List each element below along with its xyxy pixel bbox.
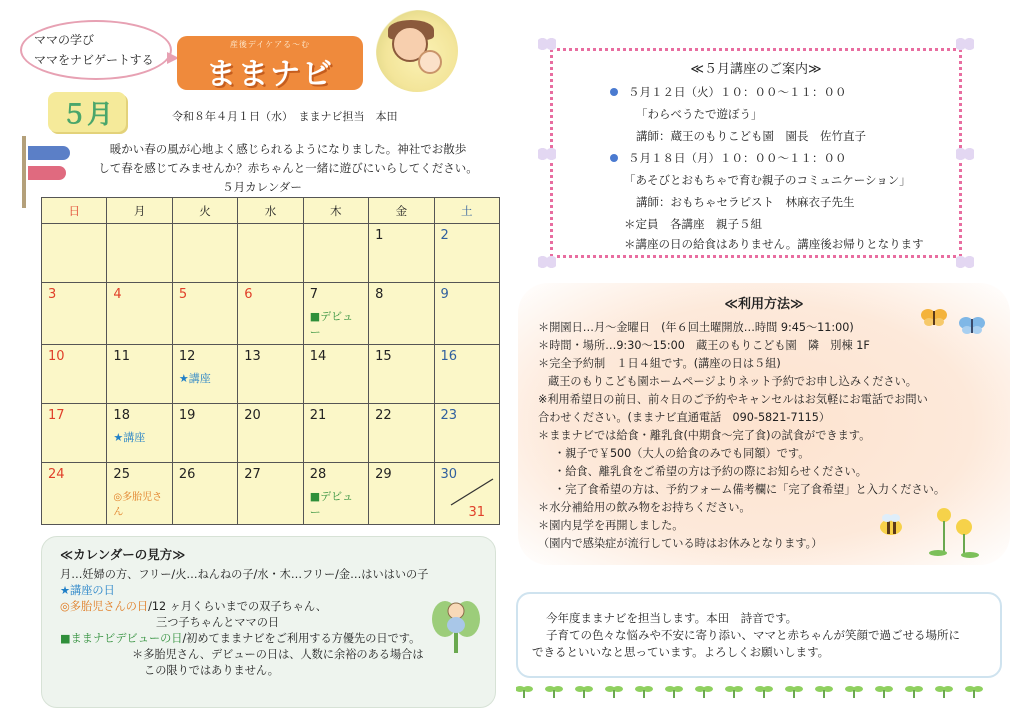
sprout-icon [545,686,563,698]
calendar-week-2 [42,283,500,345]
sprout-icon [785,686,803,698]
calendar-week-3 [42,345,500,404]
day-number: 22 [375,408,392,423]
usage-line: ※利用希望日の前日、前々日のご予約やキャンセルはお気軽にお電話でお問い [538,393,928,406]
calendar-cell [369,224,434,283]
usage-line: ＊時間・場所…9:30～15:00 蔵王のもりこども園 隣 別棟 1F [538,339,870,352]
sprout-icon [815,686,833,698]
bullet-dot-icon [610,154,618,162]
day-number: 8 [375,287,384,302]
mamanavi-logo [177,36,363,90]
baby-face [418,50,442,74]
usage-line: ＊水分補給用の飲み物をお持ちください。 [538,501,751,514]
calendar-cell [42,404,107,463]
calendar-cell [42,463,107,525]
intro-text [74,140,502,178]
bow-icon [538,38,556,50]
day-number: 15 [375,349,392,364]
usage-line: 蔵王のもりこども園ホームページよりネット予約でお申し込みください。 [548,375,917,388]
day-number: 18 [113,408,130,423]
calendar-title: ５月カレンダー [222,180,302,194]
lecture-2-teacher: 講師：おもちゃセラピスト 林麻衣子先生 [636,195,855,209]
lecture-2-date: ５月１８日（月）１０：００～１１：００ [628,151,847,165]
carp-streamer-pole-icon [22,136,26,208]
usage-title: ≪利用方法≫ [724,297,804,312]
legend-multiple-desc: /12 ヶ月くらいまでの双子ちゃん、 [148,600,327,613]
lecture-note-meal: ＊講座の日の給食はありません。講座後お帰りとなります [624,237,924,251]
day-number: 16 [440,349,458,364]
calendar-cell [172,283,237,345]
sprout-icon [665,686,683,698]
intro-line-2: して春を感じてみませんか？赤ちゃんと一緒に遊びにいらしてください。 [98,161,478,175]
calendar-cell [369,283,434,345]
day-number: 6 [244,287,253,302]
sprout-border [516,682,1002,700]
calendar-cell [303,463,368,525]
bow-icon [538,148,556,160]
baby-in-leaf-icon [431,595,481,655]
logo-title: ままナビ [206,57,334,92]
message-line-2: 子育ての色々な悩みや不安に寄り添い、ママと赤ちゃんが笑顔で過ごせる場所に [546,628,960,642]
legend-note-1: ＊多胎児さん、デビューの日は、人数に余裕のある場合は [132,648,424,661]
lecture-day-tag: ★講座 [113,431,146,444]
lecture-1-date: ５月１２日（火）１０：００～１１：００ [628,85,847,99]
calendar-cell [42,283,107,345]
weekday-mon: 月 [107,198,172,224]
calendar-cell [434,224,499,283]
calendar-cell [238,404,303,463]
lecture-1-teacher: 講師：蔵王のもりこども園 園長 佐竹直子 [636,129,866,143]
day-number: 9 [440,287,449,302]
bubble-line-2: ママをナビゲートする [34,53,154,67]
weekday-wed: 水 [238,198,303,224]
bow-icon [956,148,974,160]
day-number: 24 [48,467,65,482]
staff-message-box [516,592,1002,678]
day-number: 26 [178,467,196,482]
carp-streamer-blue-icon [28,146,70,160]
legend-debut-label: ■ままナビデビューの日 [60,632,183,645]
calendar-cell [238,463,303,525]
usage-line: ・給食、離乳食をご希望の方は予約の際にお知らせください。 [554,465,867,478]
day-number: 17 [48,408,65,423]
lecture-2-name: 「あそびとおもちゃで育む親子のコミュニケーション」 [624,173,911,187]
calendar-cell [369,404,434,463]
day-number: 5 [178,287,188,302]
day-number: 2 [440,228,449,243]
usage-line: ・親子で￥500（大人の給食のみでも同額）です。 [554,447,810,460]
weekday-sun: 日 [42,198,107,224]
usage-line: ＊園内見学を再開しました。 [538,519,684,532]
day-number: 21 [309,408,327,423]
calendar-cell [303,283,368,345]
bow-icon [956,38,974,50]
debut-day-tag: ■デビュー [309,490,354,519]
legend-multiple-label: ◎多胎児さんの日 [60,600,149,613]
carp-streamer-red-icon [28,166,66,180]
sprout-icon [635,686,653,698]
issue-date-line: 令和８年４月１日（水） ままナビ担当 本田 [172,110,398,123]
day-number: 14 [309,349,327,364]
day-number: 1 [375,228,384,243]
speech-bubble [20,20,172,80]
lecture-title: ≪５月講座のご案内≫ [690,62,822,77]
calendar-week-4 [42,404,500,463]
usage-line: ＊完全予約制 １日４組です。(講座の日は５組) [538,357,781,370]
multiple-birth-day-tag: ◎多胎児さん [113,492,163,518]
day-number: 19 [178,408,196,423]
usage-line: 合わせください。(ままナビ直通電話 090-5821-7115） [538,411,831,424]
calendar-header-row [42,198,500,224]
calendar-cell [172,345,237,404]
calendar-cell [303,404,368,463]
day-number: 12 [178,349,196,364]
sprout-icon [875,686,893,698]
calendar-week-5 [42,463,500,525]
day-number: 30 [440,467,458,482]
calendar-cell [238,345,303,404]
calendar-cell [42,224,107,283]
usage-line: ＊ままナビでは給食・離乳食(中期食～完了食)の試食ができます。 [538,429,871,442]
calendar-cell [238,224,303,283]
day-number-31: 31 [468,505,485,520]
mother-baby-moon-illustration [376,10,458,92]
sprout-icon [605,686,623,698]
calendar-cell [434,345,499,404]
legend-line-lecture: ★講座の日 [60,584,115,597]
calendar-cell [303,345,368,404]
calendar-cell [303,224,368,283]
day-number: 4 [113,287,122,302]
calendar-cell [434,404,499,463]
calendar-cell [434,463,499,525]
calendar-cell [172,404,237,463]
usage-line: ＊開園日…月～金曜日 (年６回土曜開放…時間 9:45～11:00) [538,321,854,334]
weekday-sat: 土 [434,198,499,224]
sprout-icon [575,686,593,698]
calendar-cell [107,283,172,345]
day-number: 20 [244,408,261,423]
lecture-1-name: 「わらべうたで遊ぼう」 [636,107,763,121]
calendar-cell [172,463,237,525]
calendar-cell [107,224,172,283]
bullet-dot-icon [610,88,618,96]
legend-multiple-desc-2: 三つ子ちゃんとママの日 [156,616,280,629]
day-number: 27 [244,467,261,482]
calendar-week-1 [42,224,500,283]
sprout-icon [725,686,743,698]
calendar-cell [369,345,434,404]
message-line-3: できるといいなと思っています。よろしくお願いします。 [532,645,830,659]
lecture-day-tag: ★講座 [178,372,211,385]
calendar-cell [369,463,434,525]
day-number: 13 [244,349,261,364]
calendar-cell [434,283,499,345]
bow-icon [538,256,556,268]
usage-line: ・完了食希望の方は、予約フォーム備考欄に「完了食希望」と入力ください。 [554,483,946,496]
sprout-icon [516,686,533,698]
usage-lines [538,319,998,553]
sprout-icon [695,686,713,698]
may-calendar [41,197,500,525]
sprout-icon [935,686,953,698]
weekday-fri: 金 [369,198,434,224]
legend-note-2: この限りではありません。 [144,664,279,677]
calendar-cell [107,404,172,463]
intro-line-1: 暖かい春の風が心地よく感じられるようになりました。神社でお散歩 [109,142,467,156]
month-badge: ５月 [48,92,126,132]
calendar-cell [42,345,107,404]
legend-debut-desc: /初めてままナビをご利用する方優先の日です。 [182,632,421,645]
message-line-1: 今年度ままナビを担当します。本田 詩音です。 [546,611,798,625]
date-divider-line [449,477,495,507]
sprout-icon [905,686,923,698]
sprout-icon [755,686,773,698]
lecture-info-box [538,38,974,268]
day-number: 10 [48,349,65,364]
day-number: 11 [113,349,130,364]
calendar-cell [107,463,172,525]
day-number: 29 [375,467,392,482]
lecture-note-capacity: ＊定員 各講座 親子５組 [624,217,762,231]
sprout-icon [845,686,863,698]
logo-subtitle: 産後デイケアる〜む [229,40,311,49]
day-number: 3 [48,287,57,302]
calendar-cell [238,283,303,345]
day-number: 23 [440,408,458,423]
debut-day-tag: ■デビュー [309,310,354,339]
calendar-legend-box [41,536,496,708]
calendar-cell [172,224,237,283]
weekday-thu: 木 [303,198,368,224]
day-number: 28 [309,467,327,482]
day-number: 7 [309,287,318,302]
usage-info-box [518,283,1010,565]
bubble-line-1: ママの学び [34,33,95,47]
sprout-icon [965,686,983,698]
day-number: 25 [113,467,130,482]
calendar-cell [107,345,172,404]
bow-icon [956,256,974,268]
legend-title: ≪カレンダーの見方≫ [60,547,186,562]
legend-line-days: 月…妊婦の方、フリー/火…ねんねの子/水・木…フリー/金…はいはいの子 [60,568,429,581]
usage-line: （園内で感染症が流行している時はお休みとなります。） [538,537,823,550]
weekday-tue: 火 [172,198,237,224]
